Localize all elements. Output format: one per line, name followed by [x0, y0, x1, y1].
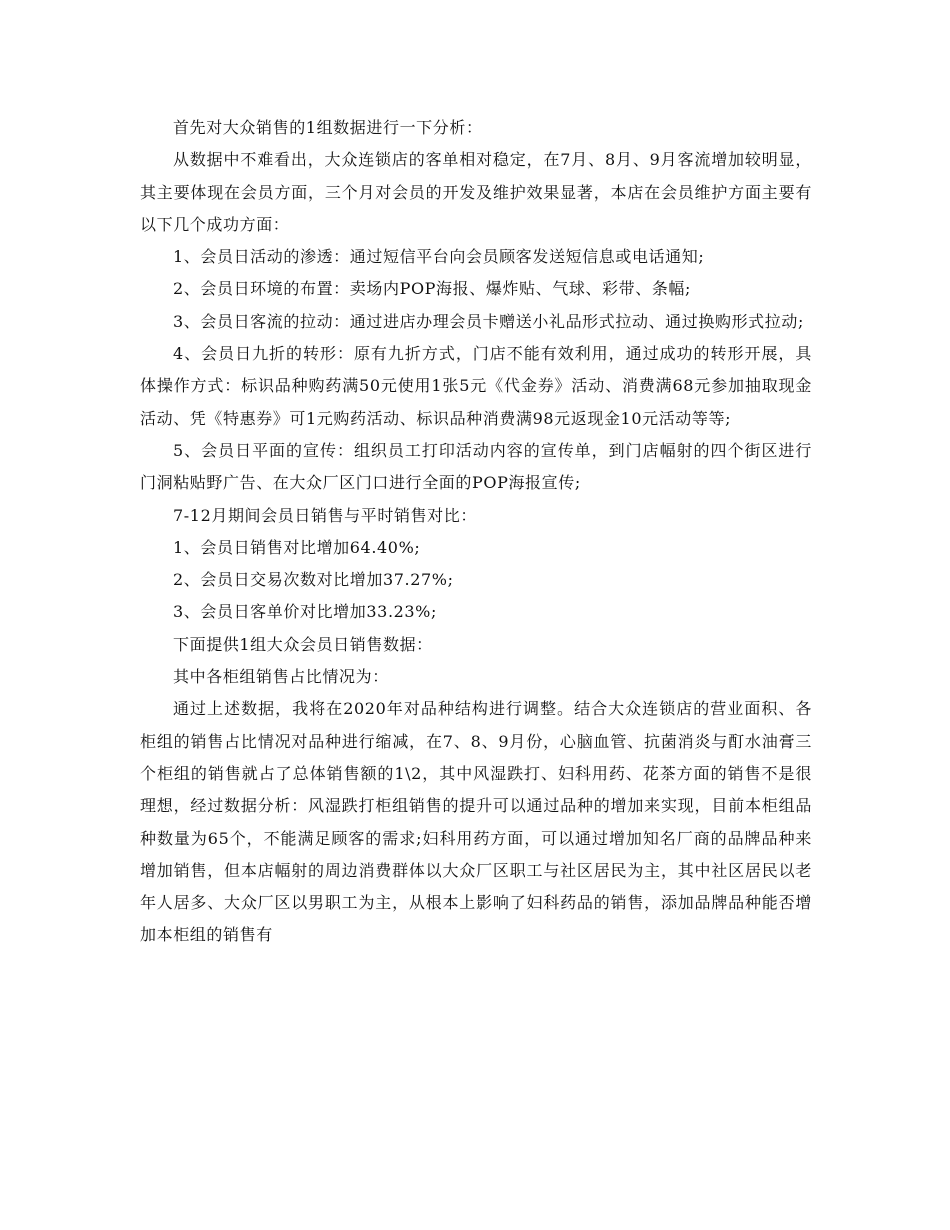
- paragraph-analysis: 从数据中不难看出，大众连锁店的客单相对稳定，在7月、8月、9月客流增加较明显，其主要体现在会员方面，三个月对会员的开发及维护效果显著，本店在会员维护方面主要有以下几个成功方面：: [140, 150, 812, 234]
- paragraph-intro: 首先对大众销售的1组数据进行一下分析：: [173, 118, 483, 137]
- paragraph-stat-2: 2、会员日交易次数对比增加37.27%;: [173, 570, 454, 590]
- paragraph-stat-1: 1、会员日销售对比增加64.40%;: [173, 537, 421, 557]
- paragraph-item-5: 5、会员日平面的宣传：组织员工打印活动内容的宣传单，到门店幅射的四个街区进行门洞粘贴野广告、在大众厂区门口进行全面的POP海报宣传;: [140, 440, 812, 493]
- paragraph-stat-3: 3、会员日客单价对比增加33.23%;: [173, 602, 437, 622]
- paragraph-item-4: 4、会员日九折的转形：原有九折方式，门店不能有效利用，通过成功的转形开展，具体操作方式：标识品种购药满50元使用1张5元《代金券》活动、消费满68元参加抽取现金活动、凭《特惠券》可1元购药活动、标识品种消费满98元返现金10元活动等等;: [140, 344, 812, 428]
- document-body: [140, 112, 812, 952]
- paragraph-item-1: 1、会员日活动的渗透：通过短信平台向会员顾客发送短信息或电话通知;: [173, 247, 705, 267]
- paragraph-data-intro: 下面提供1组大众会员日销售数据：: [173, 634, 433, 654]
- paragraph-share-heading: 其中各柜组销售占比情况为：: [173, 667, 389, 687]
- paragraph-adjustment: 通过上述数据，我将在2020年对品种结构进行调整。结合大众连锁店的营业面积、各柜组的销售占比情况对品种进行缩减，在7、8、9月份，心脑血管、抗菌消炎与酊水油膏三个柜组的销售就占了总体销售额的1\2，其中风湿跌打、妇科用药、花茶方面的销售不是很理想，经过数据分析：风湿跌打柜组销售的提升可以通过品种的增加来实现，目前本柜组品种数量为65个，不能满足顾客的需求;妇科用药方面，可以通过增加知名厂商的品牌品种来增加销售，但本店幅射的周边消费群体以大众厂区职工与社区居民为主，其中社区居民以老年人居多、大众厂区以男职工为主，从根本上影响了妇科药品的销售，添加品牌品种能否增加本柜组的销售有: [140, 699, 812, 945]
- paragraph-item-2: 2、会员日环境的布置：卖场内POP海报、爆炸贴、气球、彩带、条幅;: [173, 279, 692, 299]
- paragraph-comparison-heading: 7-12月期间会员日销售与平时销售对比：: [173, 505, 477, 525]
- paragraph-item-3: 3、会员日客流的拉动：通过进店办理会员卡赠送小礼品形式拉动、通过换购形式拉动;: [173, 311, 804, 331]
